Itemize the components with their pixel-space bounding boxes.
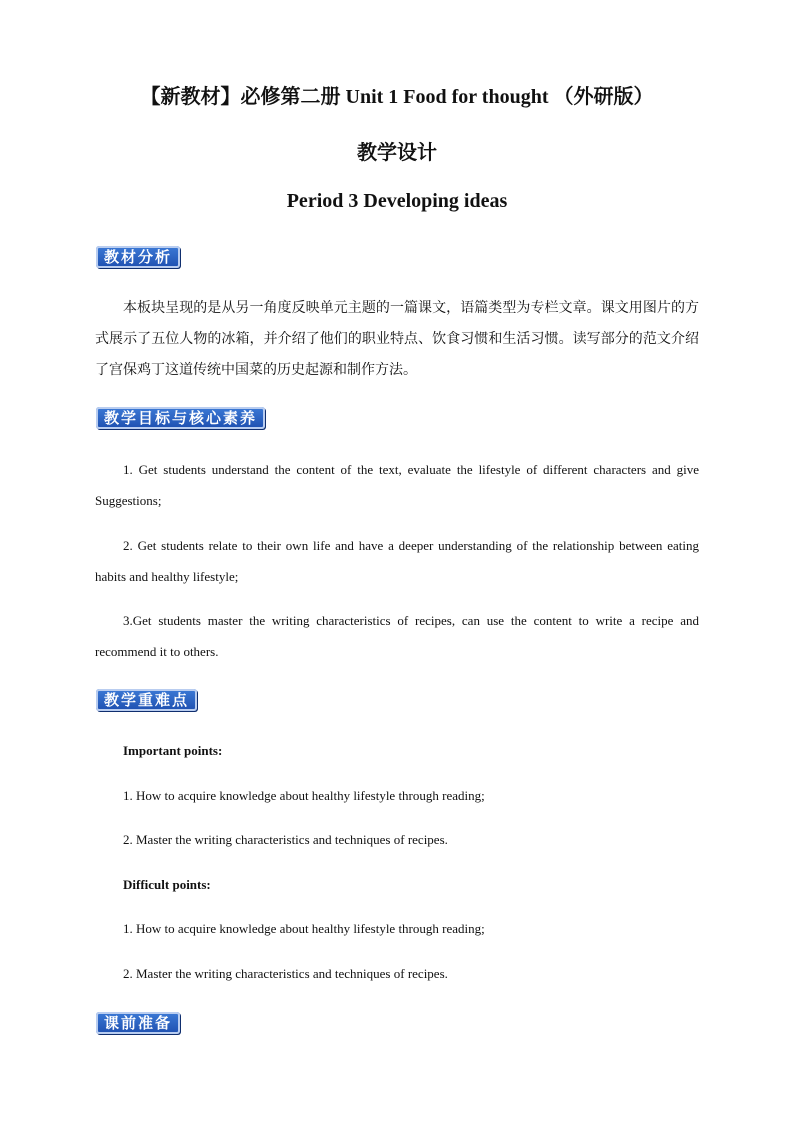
section-badge-preparation: 课前准备 <box>96 1012 180 1034</box>
objective-item-2: 2. Get students relate to their own life and have a deeper understanding of the relationship between eating habits and healthy lifestyle; <box>95 538 699 584</box>
textbook-analysis-paragraph: 本板块呈现的是从另一角度反映单元主题的一篇课文，语篇类型为专栏文章。课文用图片的方式展示了五位人物的冰箱，并介绍了他们的职业特点、饮食习惯和生活习惯。读写部分的范文介绍了宫保鸡丁这道传统中国菜的历史起源和制作方法。 <box>95 301 699 378</box>
period-title: Period 3 Developing ideas <box>286 190 508 212</box>
document-subtitle: 教学设计 <box>357 142 437 164</box>
objective-item-3: 3.Get students master the writing characteristics of recipes, can use the content to write a recipe and recommend it to others. <box>95 613 699 659</box>
section-badge-key-points: 教学重难点 <box>96 689 197 711</box>
objective-item-1: 1. Get students understand the content of the text, evaluate the lifestyle of different characters and give Suggestions; <box>95 462 699 508</box>
difficult-point-1: 1. How to acquire knowledge about healthy lifestyle through reading; <box>123 921 485 936</box>
section-badge-objectives: 教学目标与核心素养 <box>96 407 265 429</box>
difficult-point-2: 2. Master the writing characteristics and techniques of recipes. <box>123 966 448 981</box>
important-point-2: 2. Master the writing characteristics and techniques of recipes. <box>123 832 448 847</box>
important-point-1: 1. How to acquire knowledge about healthy lifestyle through reading; <box>123 788 485 803</box>
document-title: 【新教材】必修第二册 Unit 1 Food for thought （外研版） <box>140 86 654 108</box>
important-points-label: Important points: <box>123 743 223 758</box>
difficult-points-label: Difficult points: <box>123 877 211 892</box>
section-badge-textbook-analysis: 教材分析 <box>96 246 180 268</box>
